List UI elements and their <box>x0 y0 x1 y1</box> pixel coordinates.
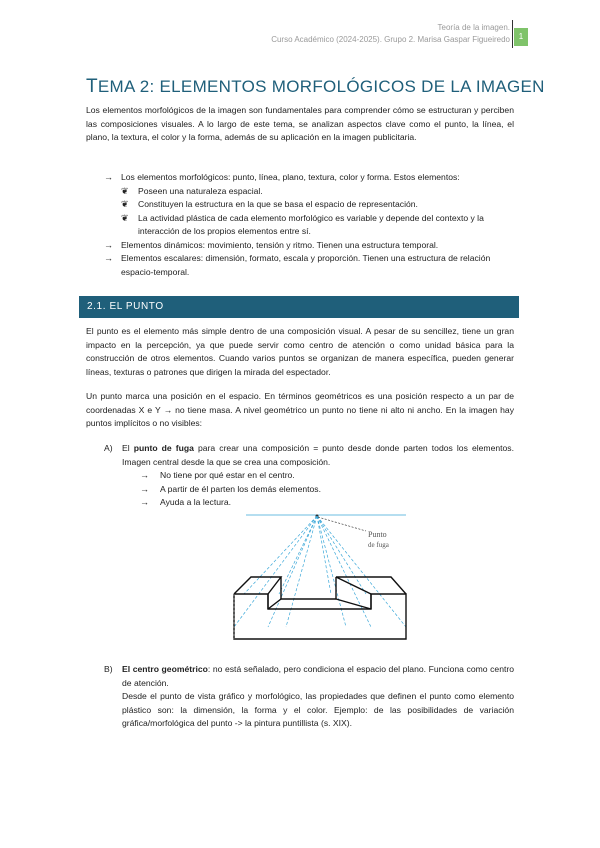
page-number-badge: 1 <box>514 28 528 46</box>
header-divider <box>512 20 513 48</box>
arrow-icon: → <box>140 483 149 494</box>
list-item: → Ayuda a la lectura. <box>140 496 514 510</box>
arrow-icon: → <box>104 253 113 263</box>
sub-list-item: ❦ Constituyen la estructura en la que se basa el espacio de representación. <box>121 198 514 212</box>
list-item: → Elementos dinámicos: movimiento, tensión y ritmo. Tienen una estructura temporal. <box>104 239 514 253</box>
punto-paragraph-1: El punto es el elemento más simple dentro de una composición visual. A pesar de su sencillez, tiene un gran impacto en la percepción, ya que puede servir como centro de atención o como unidad básica para la construcción de otros elementos. Cuando varios puntos se organizan de manera específica, pueden generar líneas, texturas o patrones que dirigen la mirada del espectador. <box>86 326 514 377</box>
sub-list-item: ❦ La actividad plástica de cada elemento morfológico es variable y depende del contexto y la interacción de los propios elementos entre sí. <box>121 212 484 236</box>
elements-list <box>104 171 514 279</box>
item-letter: A) <box>104 443 113 453</box>
diagram-label-line2: de fuga <box>368 541 389 549</box>
arrow-icon: → <box>140 470 149 480</box>
item-body: El centro geométrico: no está señalado, pero condiciona el espacio del plano. Funciona como centro de atención. <box>122 664 514 688</box>
header-course-title: Teoría de la imagen. <box>437 23 510 32</box>
fleuron-bullet-icon: ❦ <box>121 212 129 223</box>
fleuron-bullet-icon: ❦ <box>121 185 129 196</box>
list-item: → Los elementos morfológicos: punto, línea, plano, textura, color y forma. Estos elementos: <box>104 171 514 185</box>
list-item: → No tiene por qué estar en el centro. <box>140 469 514 483</box>
fleuron-bullet-icon: ❦ <box>121 199 129 209</box>
bold-term: El centro geométrico <box>122 664 208 674</box>
section-heading: 2.1. EL PUNTO <box>79 296 519 318</box>
item-vanishing-point <box>104 442 514 510</box>
chapter-title-initial: T <box>86 76 98 97</box>
running-header <box>271 22 510 46</box>
u-shaped-block <box>234 577 406 639</box>
item-body-continued: Desde el punto de vista gráfico y morfológico, las propiedades que definen el punto como elemento plástico son: la dimensión, la forma y el color. Ejemplo: de las posibilidades de variación gráfica/morfológica del punto -> la pintura puntillista (s. XIX). <box>122 691 514 728</box>
bold-term: punto de fuga <box>133 443 194 453</box>
intro-paragraph: Los elementos morfológicos de la imagen son fundamentales para comprender cómo se estructuran y perciben las composiciones visuales. A lo largo de este tema, se analizan aspectos clave como el punto, la línea, el plano, la textura, el color y la forma, además de su aplicación en la imagen publicitaria. <box>86 105 514 142</box>
arrow-icon: → <box>104 239 113 250</box>
chapter-title-rest: EMA 2: ELEMENTOS MORFOLÓGICOS DE LA IMAGEN <box>97 77 545 96</box>
vanishing-point-notes <box>140 469 514 510</box>
item-geometric-center <box>104 663 514 731</box>
item-body: El punto de fuga para crear una composición = punto desde donde parten todos los elementos. Imagen central desde la que se crea una composición. <box>122 443 514 467</box>
item-letter: B) <box>104 664 113 674</box>
arrow-icon: → <box>140 497 149 507</box>
sub-list-item: ❦ Poseen una naturaleza espacial. <box>121 185 514 199</box>
chapter-title <box>86 76 545 98</box>
punto-paragraph-2: Un punto marca una posición en el espacio. En términos geométricos es una posición respecto a un par de coordenadas X e Y → no tiene masa. A nivel geométrico un punto no tiene ni alto ni ancho. En la imagen hay puntos implícitos o no visibles: <box>86 391 514 428</box>
vanishing-point-diagram <box>226 509 426 644</box>
list-item: → Elementos escalares: dimensión, formato, escala y proporción. Tienen una estructura de relación espacio-temporal. <box>104 253 491 277</box>
arrow-icon: → <box>104 172 113 182</box>
diagram-label-line1: Punto <box>368 530 387 539</box>
list-item: → A partir de él parten los demás elementos. <box>140 483 514 497</box>
header-course-details: Curso Académico (2024-2025). Grupo 2. Marisa Gaspar Figueiredo <box>271 35 510 44</box>
